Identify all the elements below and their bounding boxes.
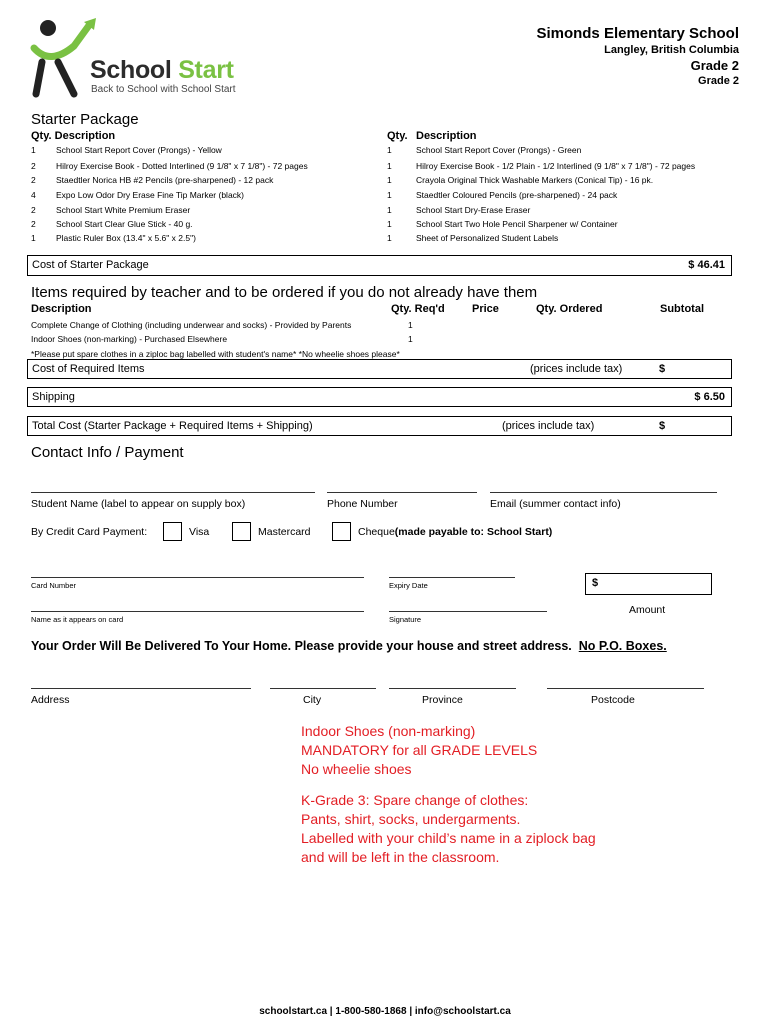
starter-item-desc: Plastic Ruler Box (13.4" x 5.6" x 2.5") <box>56 233 196 243</box>
starter-item-desc: School Start Report Cover (Prongs) - Green <box>416 145 582 155</box>
card-number-caption: Card Number <box>31 581 77 590</box>
visa-checkbox[interactable] <box>163 522 182 541</box>
total-box <box>27 416 732 436</box>
starter-col-qty-right: Qty. <box>387 130 408 142</box>
starter-item-row <box>387 205 530 215</box>
starter-item-desc: School Start Report Cover (Prongs) - Yellow <box>56 145 222 155</box>
starter-item-row <box>387 175 653 185</box>
starter-item-desc: School Start Two Hole Pencil Sharpener w/ Container <box>416 219 618 229</box>
shoes-note-line: Indoor Shoes (non-marking) <box>301 723 476 739</box>
starter-item-qty: 1 <box>387 219 392 229</box>
required-item-desc: Complete Change of Clothing (including underwear and socks) - Provided by Parents <box>31 320 352 330</box>
postcode-line[interactable] <box>547 688 704 689</box>
starter-col-desc-right: Description <box>416 130 477 142</box>
cheque-label: Cheque(made payable to: School Start) <box>358 526 553 538</box>
footer-contact: schoolstart.ca | 1-800-580-1868 | info@schoolstart.ca <box>259 1006 511 1017</box>
contact-title: Contact Info / Payment <box>31 444 184 461</box>
card-number-line[interactable] <box>31 577 364 578</box>
starter-item-row <box>31 233 196 243</box>
clothes-note-line: and will be left in the classroom. <box>301 849 500 865</box>
student-name-caption: Student Name (label to appear on supply box) <box>31 498 246 510</box>
starter-item-row <box>387 190 617 200</box>
starter-item-qty: 1 <box>387 205 392 215</box>
starter-item-row <box>31 175 273 185</box>
starter-item-desc: Expo Low Odor Dry Erase Fine Tip Marker (black) <box>56 190 245 200</box>
shoes-note <box>301 722 537 779</box>
starter-item-qty: 2 <box>31 219 36 229</box>
credit-card-label: By Credit Card Payment: <box>31 526 148 538</box>
logo-wordmark: School Start <box>90 56 234 84</box>
starter-item-qty: 2 <box>31 205 36 215</box>
required-tax-note: (prices include tax) <box>530 363 623 375</box>
visa-label: Visa <box>189 526 210 538</box>
required-note: *Please put spare clothes in a ziploc bag labelled with student's name* *No wheelie shoes please* <box>31 349 400 359</box>
city-caption: City <box>303 694 322 706</box>
required-title: Items required by teacher and to be ordered if you do not already have them <box>31 284 538 301</box>
required-col-subtotal: Subtotal <box>660 303 704 315</box>
required-cost-box <box>27 359 732 379</box>
email-line[interactable] <box>490 492 717 493</box>
student-name-line[interactable] <box>31 492 315 493</box>
required-item-qty: 1 <box>408 320 413 330</box>
starter-item-desc: Hilroy Exercise Book - Dotted Interlined (9 1/8" x 7 1/8") - 72 pages <box>56 161 308 171</box>
starter-item-qty: 1 <box>387 145 392 155</box>
starter-title: Starter Package <box>31 111 139 128</box>
required-col-desc: Description <box>31 303 92 315</box>
logo-tagline: Back to School with School Start <box>91 84 236 95</box>
starter-item-row <box>31 190 244 200</box>
shipping-box <box>27 387 732 407</box>
name-on-card-line[interactable] <box>31 611 364 612</box>
amount-caption: Amount <box>629 604 666 616</box>
total-value[interactable]: $ <box>659 420 666 432</box>
signature-caption: Signature <box>389 615 422 624</box>
starter-item-qty: 2 <box>31 175 36 185</box>
grade-label: Grade 2 <box>690 58 739 73</box>
starter-cost-box <box>27 255 732 276</box>
starter-cost-value: $ 46.41 <box>688 259 725 271</box>
starter-item-row <box>387 219 618 229</box>
starter-item-desc: Sheet of Personalized Student Labels <box>416 233 559 243</box>
starter-cost-label: Cost of Starter Package <box>32 259 149 271</box>
address-caption: Address <box>31 694 70 706</box>
mastercard-label: Mastercard <box>258 526 311 538</box>
expiry-caption: Expiry Date <box>389 581 428 590</box>
shoes-note-line: No wheelie shoes <box>301 761 412 777</box>
starter-item-desc: Hilroy Exercise Book - 1/2 Plain - 1/2 Interlined (9 1/8" x 7 1/8") - 72 pages <box>416 161 696 171</box>
total-tax-note: (prices include tax) <box>502 420 595 432</box>
starter-item-desc: School Start White Premium Eraser <box>56 205 191 215</box>
postcode-caption: Postcode <box>591 694 635 706</box>
required-item-desc: Indoor Shoes (non-marking) - Purchased Elsewhere <box>31 334 228 344</box>
starter-item-qty: 4 <box>31 190 36 200</box>
address-line[interactable] <box>31 688 251 689</box>
total-label: Total Cost (Starter Package + Required Items + Shipping) <box>32 420 313 432</box>
starter-item-row <box>31 205 190 215</box>
starter-header-left: Qty. Description <box>31 130 116 142</box>
starter-item-qty: 1 <box>31 145 36 155</box>
city-line[interactable] <box>270 688 376 689</box>
clothes-note-line: K-Grade 3: Spare change of clothes: <box>301 792 529 808</box>
shoes-note-line: MANDATORY for all GRADE LEVELS <box>301 742 538 758</box>
starter-item-row <box>31 145 222 155</box>
starter-item-desc: Crayola Original Thick Washable Markers (Conical Tip) - 16 pk. <box>416 175 654 185</box>
starter-item-row <box>387 145 581 155</box>
signature-line[interactable] <box>389 611 547 612</box>
starter-item-desc: Staedtler Coloured Pencils (pre-sharpened) - 24 pack <box>416 190 618 200</box>
school-location: Langley, British Columbia <box>604 44 739 56</box>
required-cost-label: Cost of Required Items <box>32 363 145 375</box>
grade-sublabel: Grade 2 <box>698 75 739 87</box>
clothes-note-line: Labelled with your child’s name in a ziplock bag <box>301 830 596 846</box>
starter-item-desc: School Start Dry-Erase Eraser <box>416 205 531 215</box>
starter-item-qty: 1 <box>387 233 392 243</box>
starter-item-qty: 2 <box>31 161 36 171</box>
clothes-note-line: Pants, shirt, socks, undergarments. <box>301 811 521 827</box>
school-name: Simonds Elementary School <box>536 25 739 42</box>
starter-item-qty: 1 <box>387 175 392 185</box>
starter-item-row <box>387 233 558 243</box>
starter-item-desc: School Start Clear Glue Stick - 40 g. <box>56 219 193 229</box>
province-line[interactable] <box>389 688 516 689</box>
starter-item-row <box>31 161 308 171</box>
expiry-line[interactable] <box>389 577 515 578</box>
required-col-ordered: Qty. Ordered <box>536 303 603 315</box>
delivery-notice: Your Order Will Be Delivered To Your Home. Please provide your house and street address. No P.O. Boxes. <box>31 639 667 653</box>
amount-box[interactable] <box>585 573 712 595</box>
amount-prefix: $ <box>592 577 599 589</box>
starter-item-qty: 1 <box>387 161 392 171</box>
starter-item-row <box>31 219 193 229</box>
starter-item-qty: 1 <box>31 233 36 243</box>
required-cost-value[interactable]: $ <box>659 363 666 375</box>
starter-item-desc: Staedtler Norica HB #2 Pencils (pre-sharpened) - 12 pack <box>56 175 274 185</box>
starter-item-qty: 1 <box>387 190 392 200</box>
cheque-checkbox[interactable] <box>332 522 351 541</box>
shipping-label: Shipping <box>32 391 75 403</box>
shipping-value: $ 6.50 <box>694 391 725 403</box>
required-item-qty: 1 <box>408 334 413 344</box>
starter-item-row <box>387 161 695 171</box>
required-col-qty: Qty. Req'd <box>391 303 445 315</box>
name-on-card-caption: Name as it appears on card <box>31 615 124 624</box>
email-caption: Email (summer contact info) <box>490 498 621 510</box>
province-caption: Province <box>422 694 463 706</box>
required-col-price: Price <box>472 303 499 315</box>
clothes-note <box>301 791 596 867</box>
phone-line[interactable] <box>327 492 477 493</box>
mastercard-checkbox[interactable] <box>232 522 251 541</box>
phone-caption: Phone Number <box>327 498 398 510</box>
